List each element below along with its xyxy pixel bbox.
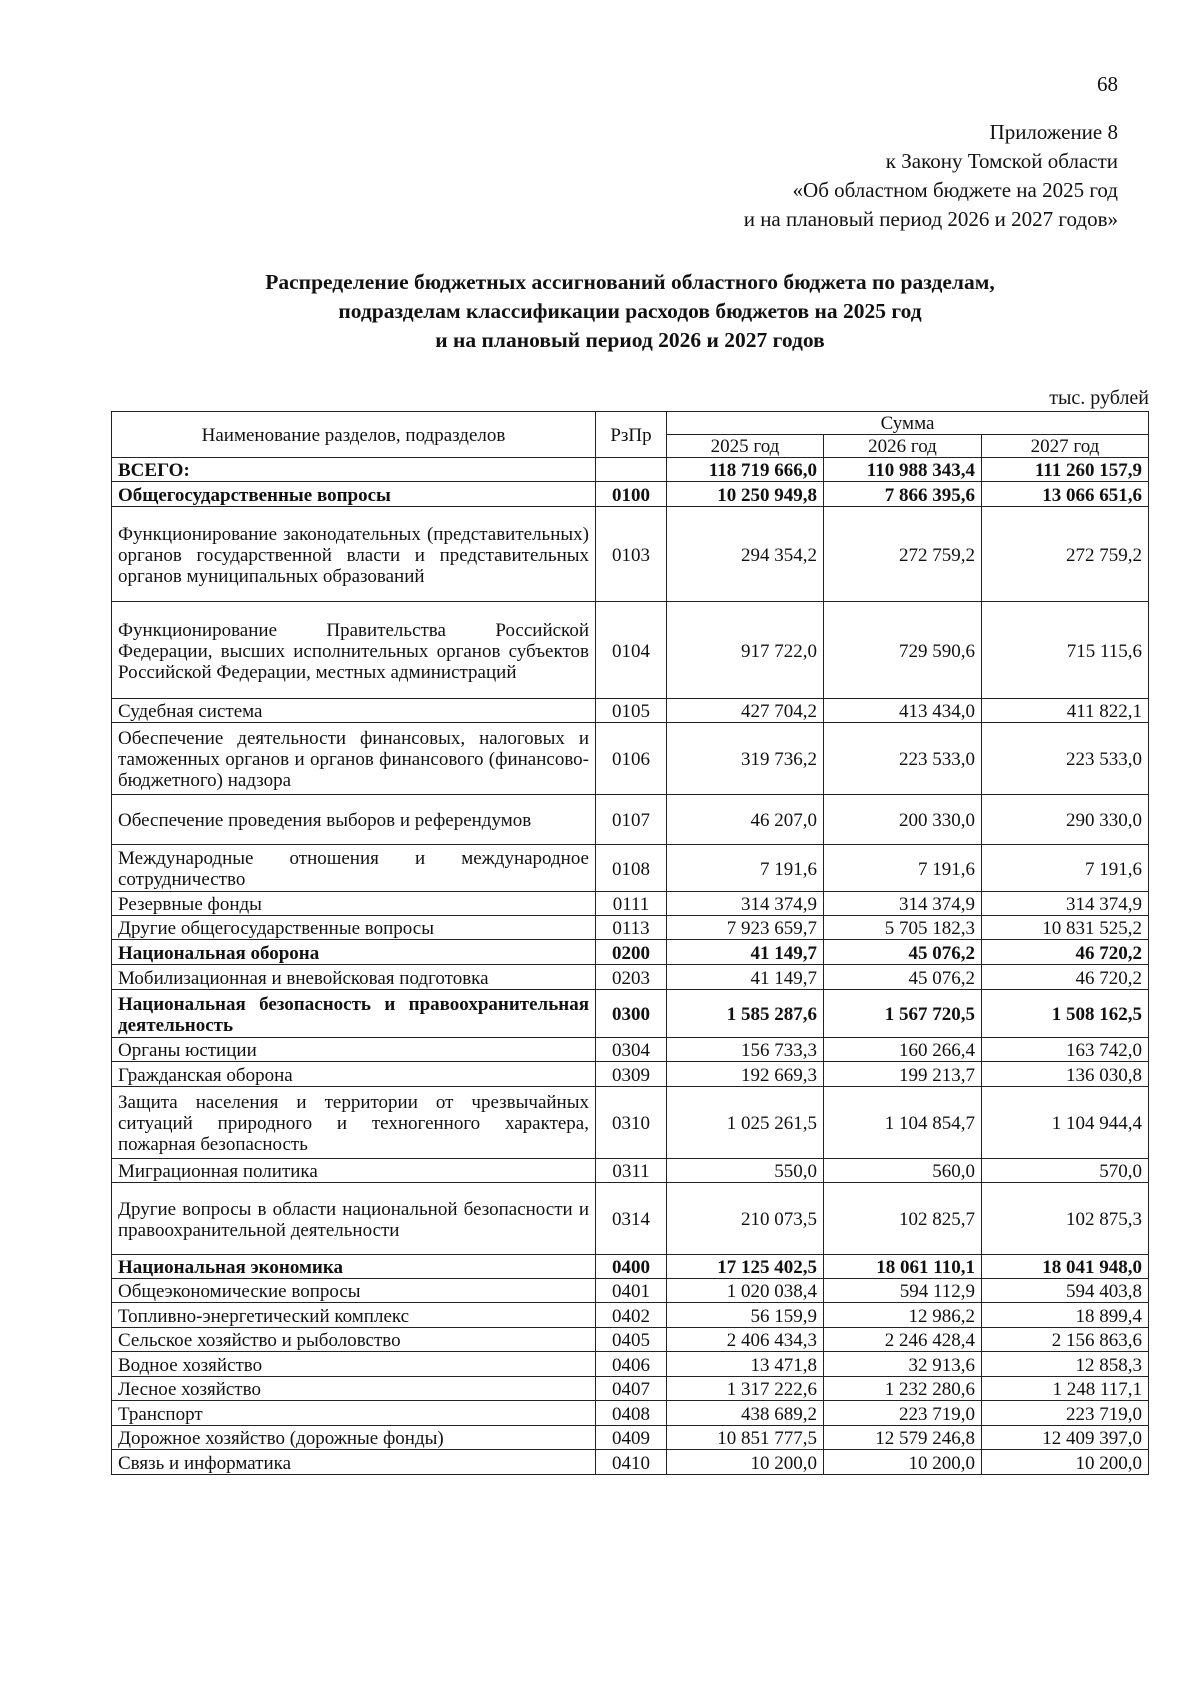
table-row (112, 1159, 1149, 1183)
table-row (112, 482, 1149, 507)
row-value-2026: 102 825,7 (824, 1183, 982, 1255)
row-value-2025: 210 073,5 (667, 1183, 824, 1255)
row-value-2025: 319 736,2 (667, 723, 824, 795)
row-name-cell: Национальная безопасность и правоохранительная деятельность (112, 990, 596, 1038)
row-name-cell: Международные отношения и международное сотрудничество (112, 845, 596, 892)
appendix-line: к Закону Томской области (885, 149, 1118, 173)
row-code-cell: 0203 (596, 965, 667, 990)
table-row (112, 1426, 1149, 1450)
table-row (112, 1087, 1149, 1159)
row-code-cell: 0401 (596, 1279, 667, 1303)
row-value-2026: 45 076,2 (824, 965, 982, 990)
row-value-2027: 18 899,4 (982, 1303, 1149, 1328)
row-value-2025: 10 200,0 (667, 1450, 824, 1475)
row-value-2025: 41 149,7 (667, 965, 824, 990)
table-row (112, 940, 1149, 965)
row-code-cell (596, 458, 667, 482)
row-name-cell: Топливно-энергетический комплекс (112, 1303, 596, 1328)
row-value-2027: 12 409 397,0 (982, 1426, 1149, 1450)
row-value-2026: 10 200,0 (824, 1450, 982, 1475)
row-name-cell: Транспорт (112, 1401, 596, 1426)
row-name-cell: Судебная система (112, 699, 596, 723)
row-value-2025: 7 923 659,7 (667, 916, 824, 940)
appendix-line: Приложение 8 (989, 120, 1118, 144)
row-code-cell: 0111 (596, 892, 667, 916)
row-code-cell: 0200 (596, 940, 667, 965)
row-value-2026: 45 076,2 (824, 940, 982, 965)
row-value-2027: 2 156 863,6 (982, 1328, 1149, 1352)
table-row (112, 845, 1149, 892)
row-value-2027: 136 030,8 (982, 1062, 1149, 1087)
budget-table (111, 411, 1149, 1475)
row-value-2026: 314 374,9 (824, 892, 982, 916)
row-value-2025: 917 722,0 (667, 602, 824, 699)
table-row (112, 602, 1149, 699)
row-value-2025: 56 159,9 (667, 1303, 824, 1328)
row-value-2027: 1 248 117,1 (982, 1377, 1149, 1401)
row-value-2027: 314 374,9 (982, 892, 1149, 916)
row-name-cell: Общегосударственные вопросы (112, 482, 596, 507)
row-code-cell: 0108 (596, 845, 667, 892)
table-row (112, 507, 1149, 602)
row-code-cell: 0410 (596, 1450, 667, 1475)
row-code-cell: 0105 (596, 699, 667, 723)
row-value-2025: 118 719 666,0 (667, 458, 824, 482)
row-code-cell: 0408 (596, 1401, 667, 1426)
row-value-2026: 7 191,6 (824, 845, 982, 892)
table-row (112, 723, 1149, 795)
table-row (112, 1038, 1149, 1062)
row-value-2026: 729 590,6 (824, 602, 982, 699)
row-code-cell: 0311 (596, 1159, 667, 1183)
row-value-2026: 12 579 246,8 (824, 1426, 982, 1450)
row-value-2027: 46 720,2 (982, 965, 1149, 990)
row-value-2025: 1 020 038,4 (667, 1279, 824, 1303)
page-number: 68 (1097, 72, 1118, 96)
row-name-cell: Общеэкономические вопросы (112, 1279, 596, 1303)
row-code-cell: 0402 (596, 1303, 667, 1328)
row-code-cell: 0309 (596, 1062, 667, 1087)
row-value-2025: 10 250 949,8 (667, 482, 824, 507)
row-name-cell: Защита населения и территории от чрезвычайных ситуаций природного и техногенного характера, пожарная безопасность (112, 1087, 596, 1159)
appendix-note (744, 118, 1118, 234)
table-row (112, 892, 1149, 916)
table-row (112, 795, 1149, 845)
row-value-2026: 1 104 854,7 (824, 1087, 982, 1159)
row-code-cell: 0304 (596, 1038, 667, 1062)
row-name-cell: Резервные фонды (112, 892, 596, 916)
row-value-2025: 427 704,2 (667, 699, 824, 723)
row-code-cell: 0314 (596, 1183, 667, 1255)
row-name-cell: Миграционная политика (112, 1159, 596, 1183)
table-row (112, 1183, 1149, 1255)
row-value-2026: 1 232 280,6 (824, 1377, 982, 1401)
row-value-2026: 110 988 343,4 (824, 458, 982, 482)
row-value-2025: 2 406 434,3 (667, 1328, 824, 1352)
header-year-2027: 2027 год (982, 435, 1149, 458)
row-value-2025: 46 207,0 (667, 795, 824, 845)
row-name-cell: Связь и информатика (112, 1450, 596, 1475)
row-code-cell: 0405 (596, 1328, 667, 1352)
row-value-2027: 12 858,3 (982, 1352, 1149, 1377)
row-value-2027: 223 719,0 (982, 1401, 1149, 1426)
row-name-cell: Функционирование законодательных (представительных) органов государственной власти и представительных органов муниципальных образований (112, 507, 596, 602)
row-name-cell: Другие вопросы в области национальной безопасности и правоохранительной деятельности (112, 1183, 596, 1255)
row-value-2025: 550,0 (667, 1159, 824, 1183)
table-row (112, 990, 1149, 1038)
document-title (110, 268, 1150, 355)
row-code-cell: 0406 (596, 1352, 667, 1377)
header-name: Наименование разделов, подразделов (112, 412, 596, 458)
row-value-2026: 223 719,0 (824, 1401, 982, 1426)
appendix-line: «Об областном бюджете на 2025 год (792, 178, 1118, 202)
table-row (112, 1303, 1149, 1328)
row-value-2025: 17 125 402,5 (667, 1255, 824, 1279)
row-value-2027: 46 720,2 (982, 940, 1149, 965)
row-value-2025: 13 471,8 (667, 1352, 824, 1377)
row-value-2027: 570,0 (982, 1159, 1149, 1183)
row-value-2026: 32 913,6 (824, 1352, 982, 1377)
table-row (112, 1377, 1149, 1401)
row-value-2025: 438 689,2 (667, 1401, 824, 1426)
row-value-2027: 13 066 651,6 (982, 482, 1149, 507)
row-value-2026: 1 567 720,5 (824, 990, 982, 1038)
row-value-2027: 10 831 525,2 (982, 916, 1149, 940)
row-value-2025: 1 317 222,6 (667, 1377, 824, 1401)
header-year-2026: 2026 год (824, 435, 982, 458)
row-value-2025: 41 149,7 (667, 940, 824, 965)
row-code-cell: 0113 (596, 916, 667, 940)
row-value-2027: 1 104 944,4 (982, 1087, 1149, 1159)
row-value-2027: 290 330,0 (982, 795, 1149, 845)
units-label: тыс. рублей (1049, 387, 1149, 409)
row-value-2027: 111 260 157,9 (982, 458, 1149, 482)
row-name-cell: Органы юстиции (112, 1038, 596, 1062)
row-value-2025: 156 733,3 (667, 1038, 824, 1062)
row-value-2027: 715 115,6 (982, 602, 1149, 699)
row-value-2026: 12 986,2 (824, 1303, 982, 1328)
table-row (112, 1352, 1149, 1377)
table-row (112, 458, 1149, 482)
row-value-2027: 272 759,2 (982, 507, 1149, 602)
row-value-2026: 560,0 (824, 1159, 982, 1183)
row-code-cell: 0103 (596, 507, 667, 602)
row-value-2026: 160 266,4 (824, 1038, 982, 1062)
header-code: РзПр (596, 412, 667, 458)
row-value-2025: 7 191,6 (667, 845, 824, 892)
row-value-2027: 1 508 162,5 (982, 990, 1149, 1038)
row-code-cell: 0400 (596, 1255, 667, 1279)
title-line: и на плановый период 2026 и 2027 годов (435, 328, 825, 352)
header-sum: Сумма (667, 412, 1149, 435)
table-row (112, 1328, 1149, 1352)
row-name-cell: Лесное хозяйство (112, 1377, 596, 1401)
row-name-cell: Национальная оборона (112, 940, 596, 965)
row-value-2025: 1 585 287,6 (667, 990, 824, 1038)
row-name-cell: Национальная экономика (112, 1255, 596, 1279)
row-name-cell: Обеспечение проведения выборов и референдумов (112, 795, 596, 845)
appendix-line: и на плановый период 2026 и 2027 годов» (743, 207, 1118, 231)
row-value-2026: 5 705 182,3 (824, 916, 982, 940)
row-name-cell: Мобилизационная и вневойсковая подготовка (112, 965, 596, 990)
row-value-2026: 18 061 110,1 (824, 1255, 982, 1279)
row-code-cell: 0409 (596, 1426, 667, 1450)
row-value-2026: 223 533,0 (824, 723, 982, 795)
row-name-cell: Сельское хозяйство и рыболовство (112, 1328, 596, 1352)
title-line: подразделам классификации расходов бюджетов на 2025 год (338, 299, 922, 323)
table-row (112, 1401, 1149, 1426)
row-code-cell: 0107 (596, 795, 667, 845)
row-name-cell: Водное хозяйство (112, 1352, 596, 1377)
row-value-2027: 10 200,0 (982, 1450, 1149, 1475)
header-year-2025: 2025 год (667, 435, 824, 458)
row-code-cell: 0104 (596, 602, 667, 699)
row-value-2026: 7 866 395,6 (824, 482, 982, 507)
row-code-cell: 0310 (596, 1087, 667, 1159)
header-row (112, 412, 1149, 435)
row-value-2026: 2 246 428,4 (824, 1328, 982, 1352)
table-row (112, 1450, 1149, 1475)
table-row (112, 699, 1149, 723)
row-code-cell: 0407 (596, 1377, 667, 1401)
row-name-cell: Гражданская оборона (112, 1062, 596, 1087)
row-value-2025: 294 354,2 (667, 507, 824, 602)
row-value-2027: 163 742,0 (982, 1038, 1149, 1062)
row-value-2026: 594 112,9 (824, 1279, 982, 1303)
row-name-cell: Дорожное хозяйство (дорожные фонды) (112, 1426, 596, 1450)
row-name-cell: Обеспечение деятельности финансовых, налоговых и таможенных органов и органов финансового (финансово-бюджетного) надзора (112, 723, 596, 795)
row-value-2027: 223 533,0 (982, 723, 1149, 795)
row-name-cell: Другие общегосударственные вопросы (112, 916, 596, 940)
row-value-2027: 102 875,3 (982, 1183, 1149, 1255)
row-value-2025: 192 669,3 (667, 1062, 824, 1087)
title-line: Распределение бюджетных ассигнований областного бюджета по разделам, (265, 270, 995, 294)
row-value-2025: 10 851 777,5 (667, 1426, 824, 1450)
row-value-2026: 199 213,7 (824, 1062, 982, 1087)
row-value-2026: 200 330,0 (824, 795, 982, 845)
row-code-cell: 0106 (596, 723, 667, 795)
row-value-2026: 272 759,2 (824, 507, 982, 602)
row-value-2025: 314 374,9 (667, 892, 824, 916)
table-row (112, 916, 1149, 940)
row-value-2027: 594 403,8 (982, 1279, 1149, 1303)
row-name-cell: Функционирование Правительства Российской Федерации, высших исполнительных органов субъектов Российской Федерации, местных администраций (112, 602, 596, 699)
table-row (112, 1255, 1149, 1279)
row-value-2027: 18 041 948,0 (982, 1255, 1149, 1279)
table-row (112, 1062, 1149, 1087)
row-value-2025: 1 025 261,5 (667, 1087, 824, 1159)
table-row (112, 965, 1149, 990)
row-value-2027: 411 822,1 (982, 699, 1149, 723)
row-name-cell: ВСЕГО: (112, 458, 596, 482)
table-row (112, 1279, 1149, 1303)
row-code-cell: 0300 (596, 990, 667, 1038)
row-code-cell: 0100 (596, 482, 667, 507)
row-value-2026: 413 434,0 (824, 699, 982, 723)
budget-table-body (112, 458, 1149, 1475)
row-value-2027: 7 191,6 (982, 845, 1149, 892)
